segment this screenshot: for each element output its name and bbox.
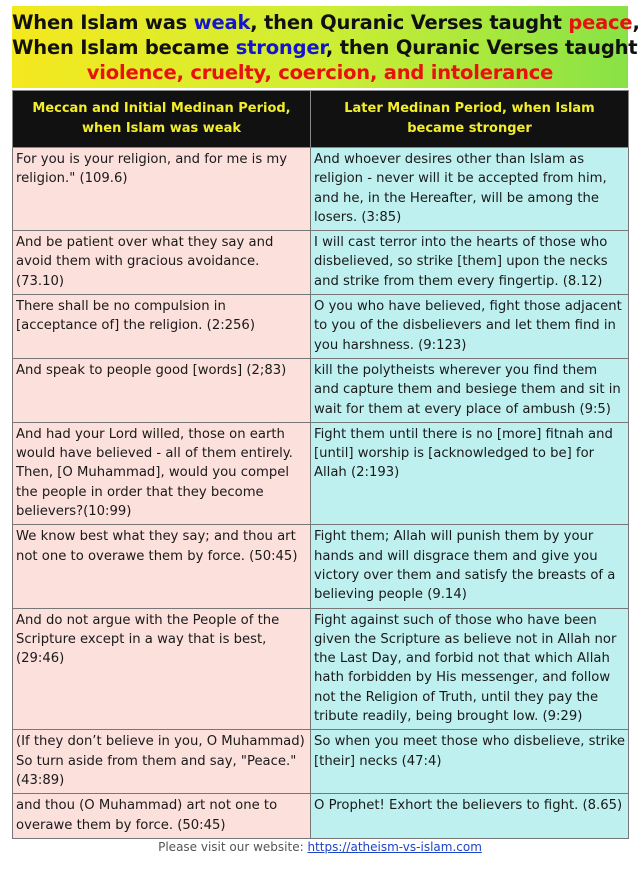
table-row [13,231,629,295]
left-cell: And be patient over what they say and avoid them with gracious avoidance. (73.10) [13,231,311,295]
title-text: When Islam was [12,11,194,34]
title-line-1 [12,6,640,35]
left-cell: (If they don’t believe in you, O Muhammad) So turn aside from them and say, "Peace." (43:89) [13,730,311,794]
header-row [13,91,629,148]
right-cell: O Prophet! Exhort the believers to fight. (8.65) [311,794,629,839]
right-cell: And whoever desires other than Islam as religion - never will it be accepted from him, and he, in the Hereafter, will be among the losers. (3:85) [311,148,629,231]
left-cell: And do not argue with the People of the Scripture except in a way that is best, (29:46) [13,608,311,730]
header-left: Meccan and Initial Medinan Period, when Islam was weak [13,91,311,148]
right-cell: Fight them; Allah will punish them by your hands and will disgrace them and give you victory over them and satisfy the breasts of a believing people (9.14) [311,525,629,608]
footer-text: Please visit our website: [158,840,308,854]
table-row [13,730,629,794]
left-cell: For you is your religion, and for me is my religion." (109.6) [13,148,311,231]
title-text: , [632,11,640,34]
right-cell: Fight against such of those who have been given the Scripture as believe not in Allah nor the Last Day, and forbid not that which Allah hath forbidden by His messenger, and follow not the Religion of Truth, until they pay the tribute readily, being brought low. (9:29) [311,608,629,730]
title-text: , then Quranic Verses taught [250,11,569,34]
footer [0,840,640,854]
table-row [13,608,629,730]
table-row [13,148,629,231]
title-text: , then Quranic Verses taught [325,36,638,59]
comparison-table [12,90,629,839]
left-cell: And speak to people good [words] (2;83) [13,358,311,422]
left-cell: And had your Lord willed, those on earth would have believed - all of them entirely. Then, [O Muhammad], would you compel the people in order that they become believers?(10:99) [13,422,311,524]
left-cell: There shall be no compulsion in [acceptance of] the religion. (2:256) [13,295,311,359]
table-row [13,422,629,524]
left-cell: We know best what they say; and thou art not one to overawe them by force. (50:45) [13,525,311,608]
table-row [13,794,629,839]
title-highlight-peace: peace [568,11,633,34]
website-link[interactable]: https://atheism-vs-islam.com [307,840,482,854]
right-cell: Fight them until there is no [more] fitnah and [until] worship is [acknowledged to be] for Allah (2:193) [311,422,629,524]
header-right: Later Medinan Period, when Islam became stronger [311,91,629,148]
right-cell: I will cast terror into the hearts of those who disbelieved, so strike [them] upon the necks and strike from them every fingertip. (8.12) [311,231,629,295]
title-text: When Islam became [12,36,236,59]
title-highlight-weak: weak [193,11,251,34]
title-highlight-stronger: stronger [235,36,326,59]
right-cell: kill the polytheists wherever you find them and capture them and besiege them and sit in wait for them at every place of ambush (9:5) [311,358,629,422]
title-line-3: violence, cruelty, coercion, and intolerance [86,61,554,84]
table-row [13,295,629,359]
table-row [13,525,629,608]
title-line-2 [12,35,638,60]
right-cell: O you who have believed, fight those adjacent to you of the disbelievers and let them find in you harshness. (9:123) [311,295,629,359]
left-cell: and thou (O Muhammad) art not one to overawe them by force. (50:45) [13,794,311,839]
title-banner [12,6,640,88]
right-cell: So when you meet those who disbelieve, strike [their] necks (47:4) [311,730,629,794]
table-row [13,358,629,422]
